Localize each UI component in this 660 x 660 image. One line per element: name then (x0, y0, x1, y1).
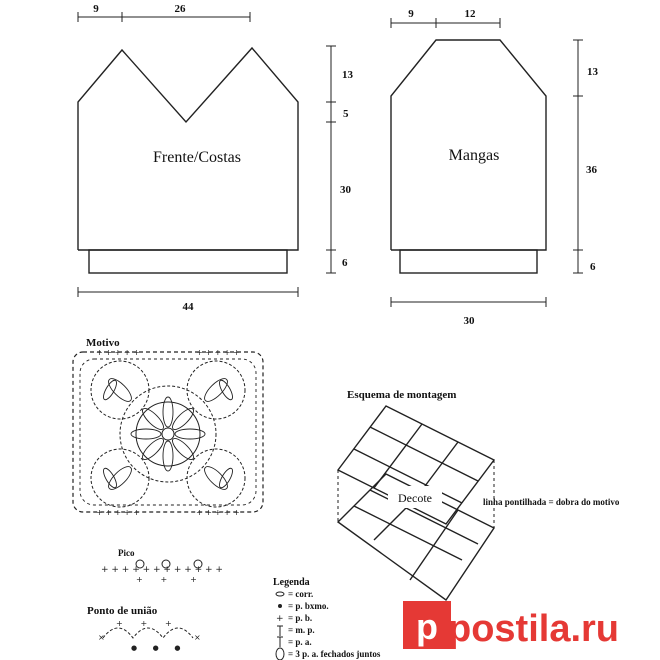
legend-item-5: = 3 p. a. fechados juntos (288, 649, 381, 659)
motif-title: Motivo (86, 337, 120, 349)
svg-text:● ● ●: ● ● ● (131, 644, 181, 652)
front-back-title: Frente/Costas (153, 149, 241, 166)
front-back-dim-neck: 26 (174, 3, 186, 15)
svg-text:+ + + + +: + + + + + (196, 508, 240, 517)
motif-corner-ring-bl (91, 449, 149, 507)
front-back-dim-width: 44 (182, 301, 194, 313)
front-back-rib (89, 250, 287, 273)
svg-text:p: p (416, 606, 438, 647)
brand-name: postila.ru (448, 608, 620, 650)
legend-item-2: = p. b. (288, 613, 313, 623)
motif-outer-round (73, 352, 263, 512)
join-chart (87, 605, 201, 652)
svg-text:+ + + + +: + + + + + (196, 348, 240, 357)
front-back-dim-shoulder-height: 13 (342, 69, 353, 81)
legend-title: Legenda (273, 577, 310, 588)
svg-text:+ + +: + + + (136, 575, 197, 584)
sleeve-dim-cap-side: 9 (408, 8, 414, 20)
chain-icon (276, 592, 284, 596)
assembly-neck-label: Decote (398, 491, 432, 505)
legend (273, 577, 381, 660)
motif-center-ring (120, 386, 216, 482)
front-back-dim-neck-height: 5 (343, 108, 349, 120)
sleeve-title: Mangas (448, 147, 500, 164)
sleeve-dim-cap-top: 12 (464, 8, 476, 20)
svg-text:+ + + + + + + + + + + +: + + + + + + + + + + + + (101, 565, 223, 575)
front-back-dim-body-height: 30 (340, 184, 351, 196)
legend-item-4: = p. a. (288, 637, 312, 647)
svg-text:+ + + + +: + + + + + (96, 348, 140, 357)
sleeve-schematic (391, 8, 599, 327)
sleeve-dim-rib-height: 6 (590, 261, 596, 273)
sleeve-outline (391, 40, 546, 250)
sleeve-rib (400, 250, 537, 273)
sleeve-dim-body-height: 36 (586, 164, 597, 176)
front-back-dim-shoulder: 9 (93, 3, 99, 15)
assembly-title: Esquema de montagem (347, 389, 457, 401)
motif-single-crochet-marks (96, 348, 240, 517)
motif-corner-ring-tr (187, 361, 245, 419)
pico-chart (101, 548, 223, 584)
motif-second-round (80, 359, 256, 505)
front-back-schematic (78, 3, 354, 313)
motif-corner-ring-br (187, 449, 245, 507)
sleeve-dim-cap-height: 13 (587, 66, 598, 78)
svg-text:×: × (98, 633, 105, 642)
svg-text:+ + + + +: + + + + + (96, 508, 140, 517)
slip-stitch-icon (278, 604, 282, 608)
single-crochet-icon: + (276, 614, 284, 624)
svg-text:+ + +: + + + (116, 619, 172, 628)
front-back-dim-rib-height: 6 (342, 257, 348, 269)
sleeve-dim-width: 30 (463, 315, 475, 327)
assembly-diagram (338, 389, 620, 600)
motif-corner-petals (101, 375, 235, 493)
svg-text:×: × (194, 633, 201, 642)
legend-item-0: = corr. (288, 589, 314, 599)
legend-item-1: = p. bxmo. (288, 601, 329, 611)
assembly-fold-note: linha pontilhada = dobra do motivo (483, 497, 620, 507)
cluster-icon (276, 648, 284, 660)
legend-item-3: = m. p. (288, 625, 315, 635)
pico-title: Pico (118, 548, 135, 558)
motif-corner-ring-tl (91, 361, 149, 419)
motif-inner-ring (136, 402, 200, 466)
join-title: Ponto de união (87, 605, 158, 617)
motif-chart (73, 337, 263, 517)
watermark (403, 601, 619, 650)
motif-center-loop (162, 428, 174, 440)
